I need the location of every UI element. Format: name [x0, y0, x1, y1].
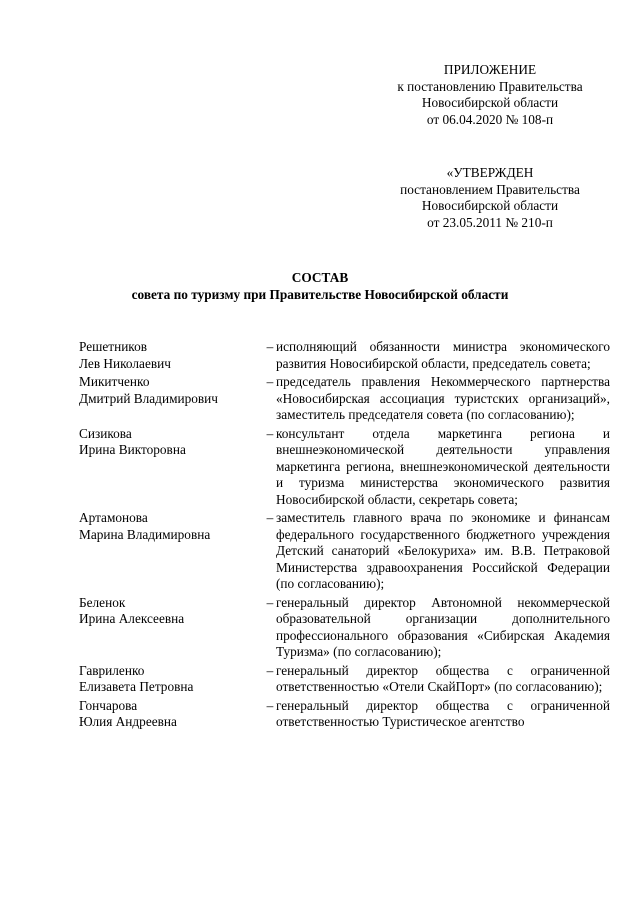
member-dash: –: [266, 339, 274, 354]
member-name: [79, 510, 264, 593]
member-surname: Гавриленко: [79, 662, 145, 678]
member-given-name: Лев Николаевич: [79, 355, 171, 371]
member-dash: –: [266, 374, 274, 389]
member-role: заместитель главного врача по экономике и финансам федерального государственного бюджетного учреждения Детский санаторий «Белокуриха» им. В.В. Петраковой Министерства здравоохранения Российской Федерации (по согласованию);: [276, 510, 610, 591]
member-surname: Микитченко: [79, 374, 150, 389]
member-name: [79, 374, 264, 424]
member-name: [79, 698, 264, 731]
member-surname: Беленок: [79, 594, 126, 610]
member-given-name: Ирина Алексеевна: [79, 611, 185, 626]
member-entry: [79, 595, 610, 661]
member-role: исполняющий обязанности министра экономического развития Новосибирской области, председатель совета;: [276, 339, 610, 371]
member-given-name: Юлия Андреевна: [79, 714, 177, 729]
title-subheading: совета по туризму при Правительстве Новосибирской области: [131, 286, 509, 302]
attachment-block: [370, 62, 610, 128]
member-role: генеральный директор Автономной некоммерческой образовательной организации дополнительного профессионального образования «Сибирская Академия Туризма» (по согласованию);: [276, 594, 610, 659]
member-role: генеральный директор общества с ограниченной ответственностью «Отели СкайПорт» (по согласованию);: [276, 662, 610, 694]
member-given-name: Елизавета Петровна: [79, 679, 194, 694]
member-name: [79, 426, 264, 509]
approval-date-number: от 23.05.2011 № 210-п: [427, 214, 553, 230]
member-role: консультант отдела маркетинга региона и внешнеэкономической деятельности управления маркетинга региона, внешнеэкономической деятельности и туризма министерства экономического развития Новосибирской области, секретарь совета;: [276, 425, 610, 507]
member-role: председатель правления Некоммерческого партнерства «Новосибирская ассоциация туристских организаций», заместитель председателя совета (по согласованию);: [276, 374, 610, 422]
approval-line: постановлением Правительства: [400, 181, 580, 197]
member-surname: Сизикова: [79, 425, 132, 441]
attachment-date-number: от 06.04.2020 № 108-п: [426, 111, 554, 127]
approval-block: [370, 165, 610, 231]
member-surname: Гончарова: [79, 697, 138, 713]
members-list: [79, 339, 610, 733]
member-dash: –: [266, 662, 274, 678]
member-name: [79, 339, 264, 372]
member-entry: [79, 339, 610, 372]
approval-heading: «УТВЕРЖДЕН: [446, 165, 534, 180]
member-given-name: Ирина Викторовна: [79, 442, 186, 457]
member-dash: –: [266, 594, 274, 610]
member-entry: [79, 374, 610, 424]
title-heading: СОСТАВ: [291, 270, 349, 285]
attachment-line: к постановлению Правительства: [397, 78, 583, 94]
member-entry: [79, 698, 610, 731]
member-dash: –: [266, 425, 274, 441]
page-bottom-margin: [0, 838, 640, 905]
member-dash: –: [266, 697, 274, 713]
member-role: генеральный директор общества с ограниченной ответственностью Туристическое агентство: [276, 697, 610, 729]
member-given-name: Дмитрий Владимирович: [79, 390, 218, 406]
member-dash: –: [266, 510, 274, 525]
member-name: [79, 595, 264, 661]
attachment-line: Новосибирской области: [421, 95, 559, 110]
member-entry: [79, 663, 610, 696]
member-entry: [79, 426, 610, 509]
member-name: [79, 663, 264, 696]
attachment-heading: ПРИЛОЖЕНИЕ: [443, 62, 537, 77]
member-given-name: Марина Владимировна: [79, 526, 211, 542]
member-entry: [79, 510, 610, 593]
document-title: [0, 270, 640, 303]
member-surname: Артамонова: [79, 510, 148, 525]
approval-line: Новосибирской области: [421, 198, 559, 213]
member-surname: Решетников: [79, 339, 148, 354]
